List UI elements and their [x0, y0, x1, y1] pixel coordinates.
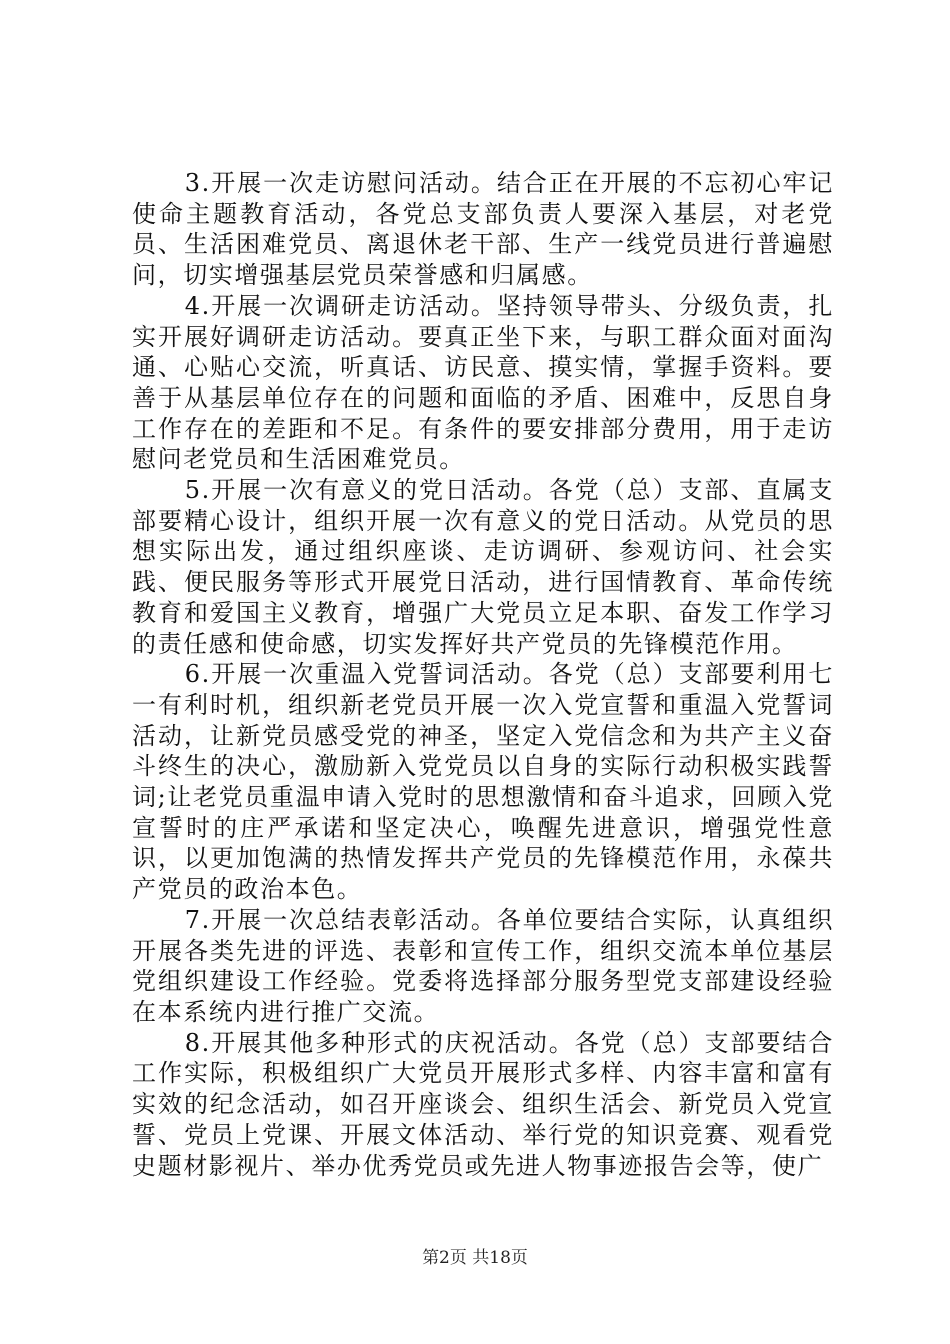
page-footer: 第2页 共18页 [422, 1248, 528, 1268]
paragraph-6: 6.开展一次重温入党誓词活动。各党（总）支部要利用七一有利时机，组织新老党员开展一次入党宣誓和重温入党誓词活动，让新党员感受党的神圣，坚定入党信念和为共产主义奋斗终生的决心，激励新入党党员以自身的实际行动积极实践誓词;让老党员重温申请入党时的思想激情和奋斗追求，回顾入党宣誓时的庄严承诺和坚定决心，唤醒先进意识，增强党性意识，以更加饱满的热情发挥共产党员的先锋模范作用，永葆共产党员的政治本色。 [132, 660, 834, 904]
paragraph-8: 8.开展其他多种形式的庆祝活动。各党（总）支部要结合工作实际，积极组织广大党员开展形式多样、内容丰富和富有实效的纪念活动，如召开座谈会、组织生活会、新党员入党宣誓、党员上党课、开展文体活动、举行党的知识竞赛、观看党史题材影视片、举办优秀党员或先进人物事迹报告会等，使广 [132, 1028, 834, 1180]
paragraph-4: 4.开展一次调研走访活动。坚持领导带头、分级负责，扎实开展好调研走访活动。要真正坐下来，与职工群众面对面沟通、心贴心交流，听真话、访民意、摸实情，掌握手资料。要善于从基层单位存在的问题和面临的矛盾、困难中，反思自身工作存在的差距和不足。有条件的要安排部分费用，用于走访慰问老党员和生活困难党员。 [132, 291, 834, 474]
document-body [132, 168, 834, 1181]
paragraph-5: 5.开展一次有意义的党日活动。各党（总）支部、直属支部要精心设计，组织开展一次有意义的党日活动。从党员的思想实际出发，通过组织座谈、走访调研、参观访问、社会实践、便民服务等形式开展党日活动，进行国情教育、革命传统教育和爱国主义教育，增强广大党员立足本职、奋发工作学习的责任感和使命感，切实发挥好共产党员的先锋模范作用。 [132, 476, 834, 658]
paragraph-3: 3.开展一次走访慰问活动。结合正在开展的不忘初心牢记使命主题教育活动，各党总支部负责人要深入基层，对老党员、生活困难党员、离退休老干部、生产一线党员进行普遍慰问，切实增强基层党员荣誉感和归属感。 [132, 169, 834, 290]
paragraph-7: 7.开展一次总结表彰活动。各单位要结合实际，认真组织开展各类先进的评选、表彰和宣传工作，组织交流本单位基层党组织建设工作经验。党委将选择部分服务型党支部建设经验在本系统内进行推广交流。 [132, 905, 834, 1026]
